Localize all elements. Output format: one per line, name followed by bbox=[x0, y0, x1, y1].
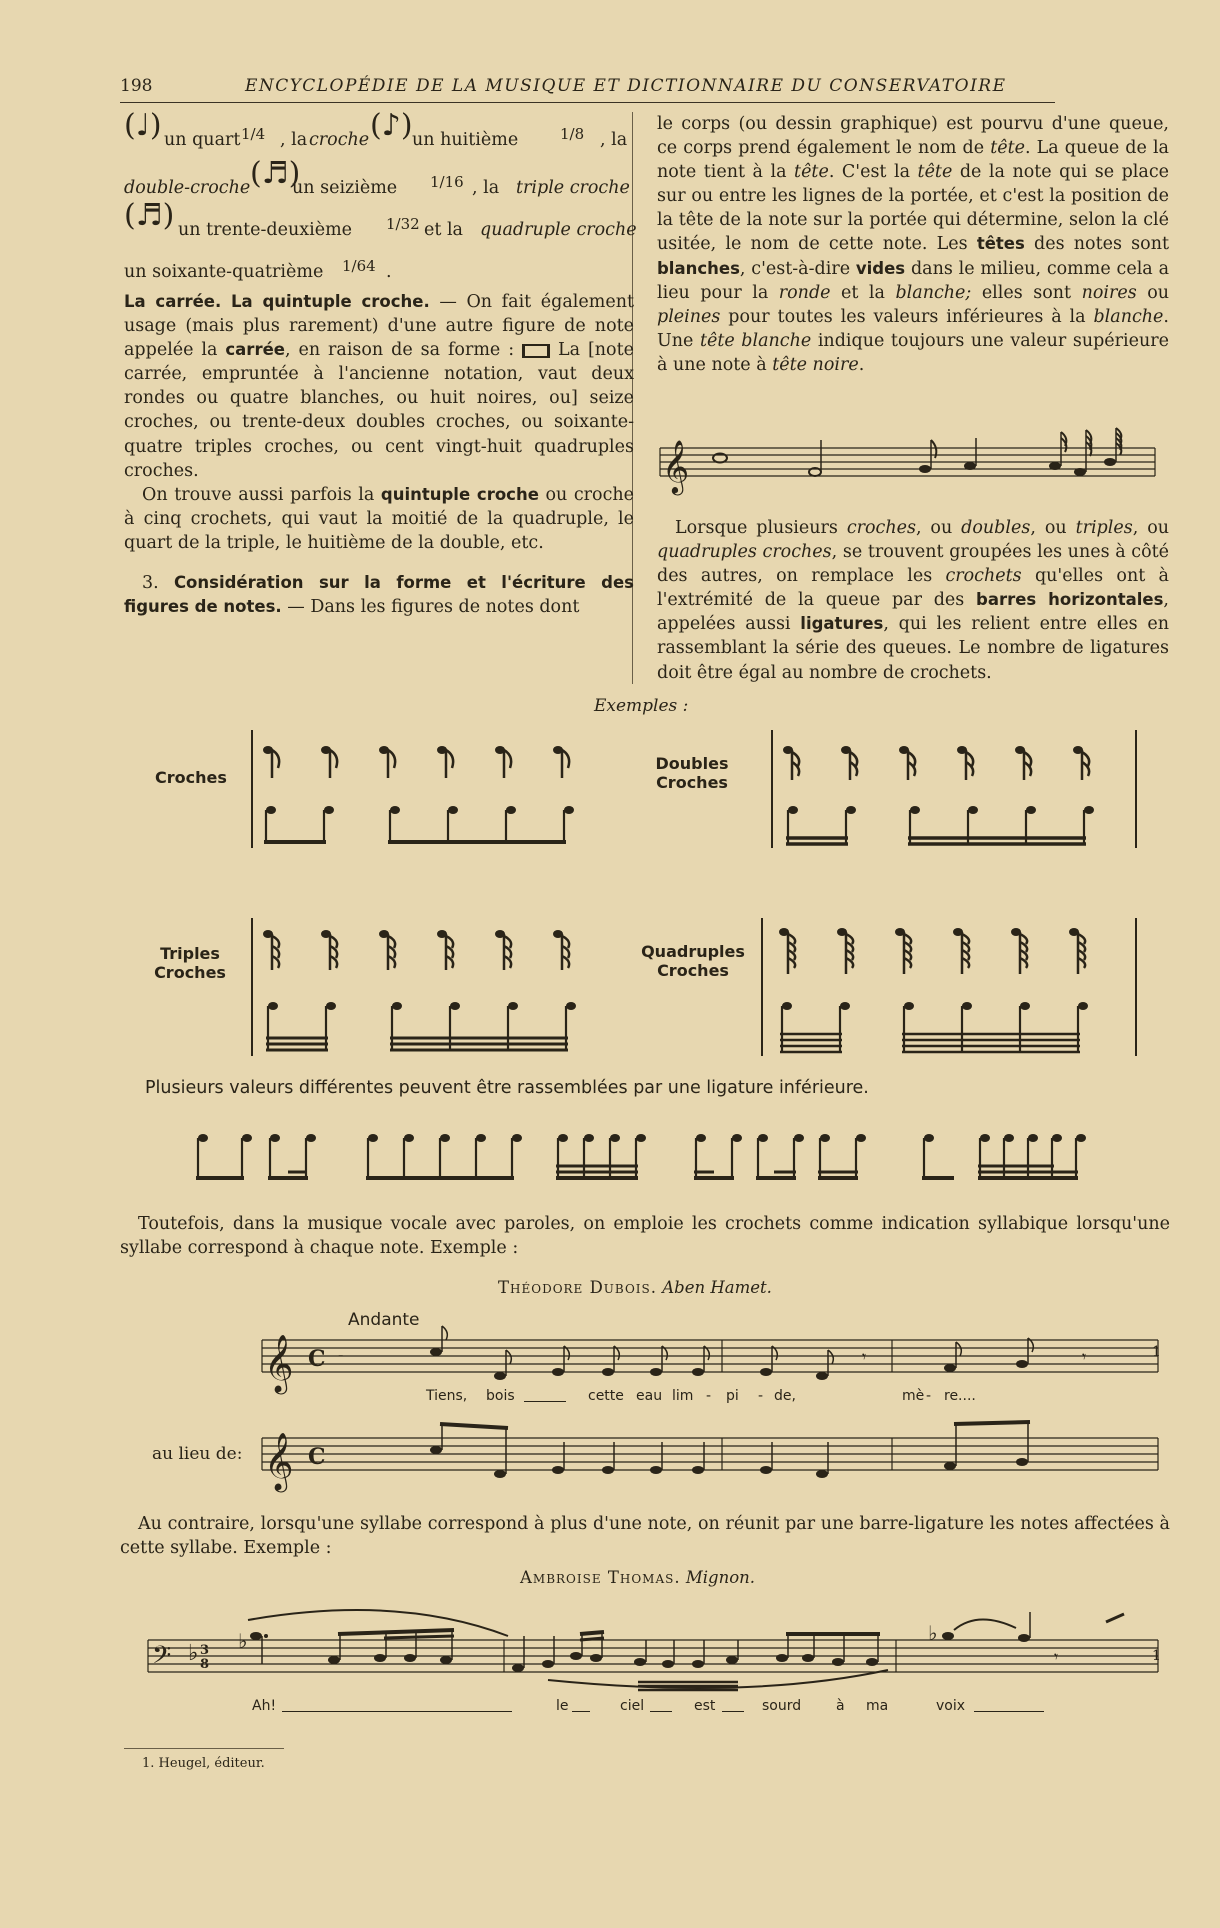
lyric-extender bbox=[572, 1711, 590, 1712]
doubles-croches-example bbox=[760, 730, 1140, 850]
thirty-second-note-symbol: (♬) bbox=[124, 198, 175, 233]
flat-icon: ♭ bbox=[238, 1629, 248, 1653]
croches-example bbox=[250, 730, 600, 850]
rest-icon: 𝄾 bbox=[1054, 1647, 1059, 1666]
rest-icon: 𝄾 bbox=[1082, 1347, 1087, 1366]
lyric-bois: bois bbox=[486, 1388, 515, 1404]
dense-beams bbox=[638, 1682, 738, 1690]
note-values-staff bbox=[660, 428, 1160, 498]
lyric-pi: pi bbox=[726, 1388, 739, 1404]
lyric-ah: Ah! bbox=[252, 1698, 277, 1714]
instead-label: au lieu de: bbox=[152, 1444, 243, 1464]
lyric-eau: eau bbox=[636, 1388, 663, 1404]
mixed-ligatures-row bbox=[194, 1130, 1104, 1190]
running-header bbox=[120, 74, 1055, 103]
footnote-rule bbox=[124, 1748, 284, 1749]
lyric-hyphen: - bbox=[926, 1388, 932, 1404]
fraction-line-2: double-croche (♬) un seizième 1/16 , la triple croche bbox=[124, 156, 630, 198]
lyric-hyphen: - bbox=[758, 1388, 764, 1404]
tie bbox=[954, 1619, 1016, 1630]
dubois-staff bbox=[262, 1330, 1162, 1410]
ligature-sentence: Plusieurs valeurs différentes peuvent être rassemblées par une ligature inférieure. bbox=[145, 1078, 869, 1098]
fraction-thirty-second: 1/32 bbox=[386, 215, 420, 233]
dubois-footnote-mark: 1 bbox=[1152, 1344, 1161, 1360]
fraction-line-1: (♩) un quart 1/4 , la croche (♪) un huitième 1/8 , la bbox=[124, 108, 628, 150]
lyric-de: de, bbox=[774, 1388, 796, 1404]
fraction-sixty-fourth: 1/64 bbox=[342, 257, 376, 275]
quarter-note bbox=[964, 462, 976, 470]
breve-note-symbol bbox=[522, 344, 550, 358]
vocal-paragraph: Toutefois, dans la musique vocale avec paroles, on emploie les crochets comme indication syllabique lorsqu'une syllabe correspond à chaque note. Exemple : bbox=[120, 1214, 1170, 1259]
lyric-ciel: ciel bbox=[620, 1698, 645, 1714]
lyric-re: re.... bbox=[944, 1388, 976, 1404]
lyric-extender bbox=[974, 1711, 1044, 1712]
running-title: ENCYCLOPÉDIE DE LA MUSIQUE ET DICTIONNAIRE DU CONSERVATOIRE bbox=[245, 76, 1007, 96]
lyric-ma: ma bbox=[866, 1698, 889, 1714]
label-triples-croches: Triples Croches bbox=[154, 944, 226, 982]
accent-mark bbox=[1106, 1614, 1124, 1622]
thomas-staff bbox=[148, 1600, 1160, 1710]
common-time-icon: C bbox=[308, 1346, 326, 1372]
time-signature-icon: 8 bbox=[200, 1657, 210, 1672]
lyric-extender bbox=[524, 1401, 566, 1402]
fraction-line-4: un soixante-quatrième 1/64 . bbox=[124, 244, 634, 290]
examples-heading: Exemples : bbox=[594, 696, 689, 716]
fraction-quarter: 1/4 bbox=[241, 125, 266, 143]
label-croches: Croches bbox=[155, 768, 227, 787]
lyric-tiens: Tiens, bbox=[426, 1388, 468, 1404]
lyric-cette: cette bbox=[588, 1388, 624, 1404]
lyric-voix: voix bbox=[936, 1698, 966, 1714]
quadruples-croches-example bbox=[760, 918, 1140, 1058]
thomas-footnote-mark: 1 bbox=[1152, 1648, 1161, 1664]
lyric-a: à bbox=[836, 1698, 845, 1714]
dubois-beamed-staff bbox=[262, 1420, 1162, 1490]
time-signature-icon: 3 bbox=[200, 1643, 210, 1658]
sixteenth-note bbox=[1049, 462, 1061, 470]
lyric-hyphen: - bbox=[706, 1388, 712, 1404]
lyric-sourd: sourd bbox=[762, 1698, 802, 1714]
lyric-lim: lim bbox=[672, 1388, 694, 1404]
flat-icon: ♭ bbox=[928, 1621, 938, 1645]
section-3: 3. Considération sur la forme et l'écriture des figures de notes. — Dans les figures de notes dont bbox=[124, 573, 634, 618]
lyric-me: mè bbox=[902, 1388, 925, 1404]
bass-clef-icon: 𝄢 bbox=[152, 1641, 172, 1676]
page-number: 198 bbox=[120, 76, 153, 96]
treble-clef-icon: 𝄞 bbox=[264, 1432, 294, 1490]
thirty-second-note bbox=[1074, 468, 1086, 476]
fraction-line-3: (♬) un trente-deuxième 1/32 et la quadruple croche bbox=[124, 198, 637, 240]
thomas-attribution: Ambroise Thomas. Mignon. bbox=[520, 1568, 756, 1587]
tempo-marking: Andante bbox=[348, 1310, 420, 1330]
paragraph-quintuple: On trouve aussi parfois la quintuple croche ou croche à cinq crochets, qui vaut la moitié de la quadruple, le quart de la triple, le huitième de la double, etc. bbox=[124, 484, 635, 553]
dubois-attribution: Théodore Dubois. Aben Hamet. bbox=[498, 1278, 772, 1297]
lyric-extender bbox=[650, 1711, 672, 1712]
label-quadruples-croches: Quadruples Croches bbox=[641, 942, 745, 980]
fraction-sixteenth: 1/16 bbox=[430, 173, 464, 191]
paragraph-ligatures: Lorsque plusieurs croches, ou doubles, ou triples, ou quadruples croches, se trouvent groupées les unes à côté des autres, on remplace les crochets qu'elles ont à l'extrémité de la queue par des barres horizontales, appelées aussi ligatures, qui les relient entre elles en rassemblant la série des queues. Le nombre de ligatures doit être égal au nombre de crochets. bbox=[657, 518, 1170, 683]
paragraph-tete: le corps (ou dessin graphique) est pourvu d'une queue, ce corps prend également le nom de tête. La queue de la note tient à la tête. C'est la tête de la note qui se place sur ou entre les lignes de la portée, et c'est la position de la tête de la note sur la portée qui détermine, selon la clé usitée, le nom de cette note. Les têtes des notes sont blanches, c'est-à-dire vides dans le milieu, comme cela a lieu pour la ronde et la blanche; elles sont noires ou pleines pour toutes les valeurs inférieures à la blanche. Une tête blanche indique toujours une valeur supérieure à une note à tête noire. bbox=[657, 114, 1170, 375]
paragraph-carree: La carrée. La quintuple croche. — On fait également usage (mais plus rarement) d'une autre figure de note appelée la carrée, en raison de sa forme : La [note carrée, empruntée à l'ancienne notation, vaut deux rondes ou quatre blanches, ou huit noires, ou] seize croches, ou trente-deux doubles croches, ou soixante-quatre triples croches, ou cent vingt-huit quadruples croches. bbox=[124, 292, 634, 481]
flat-icon: ♭ bbox=[188, 1641, 199, 1666]
sixty-fourth-note bbox=[1104, 458, 1116, 466]
quarter-note-symbol: (♩) bbox=[124, 108, 162, 143]
eighth-note-symbol: (♪) bbox=[370, 108, 413, 143]
footnote: 1. Heugel, éditeur. bbox=[142, 1756, 265, 1771]
rest-icon: - bbox=[338, 1345, 344, 1364]
lyric-le: le bbox=[556, 1698, 569, 1714]
common-time-icon: C bbox=[308, 1444, 326, 1470]
sixteenth-note-symbol: (♬) bbox=[250, 156, 301, 191]
fraction-eighth: 1/8 bbox=[560, 125, 585, 143]
triples-croches-example bbox=[250, 918, 600, 1058]
label-doubles-croches: Doubles Croches bbox=[655, 754, 729, 792]
lyric-extender bbox=[722, 1711, 744, 1712]
lyric-est: est bbox=[694, 1698, 716, 1714]
treble-clef-icon: 𝄞 bbox=[264, 1334, 294, 1392]
left-column bbox=[124, 108, 637, 619]
right-column bbox=[657, 112, 1169, 377]
rest-icon: 𝄾 bbox=[862, 1347, 867, 1366]
treble-clef-icon: 𝄞 bbox=[662, 439, 690, 493]
lyric-extender bbox=[282, 1711, 512, 1712]
contrary-paragraph: Au contraire, lorsqu'une syllabe correspond à plus d'une note, on réunit par une barre-ligature les notes affectées à cette syllabe. Exemple : bbox=[120, 1514, 1170, 1559]
eighth-note bbox=[919, 465, 931, 473]
